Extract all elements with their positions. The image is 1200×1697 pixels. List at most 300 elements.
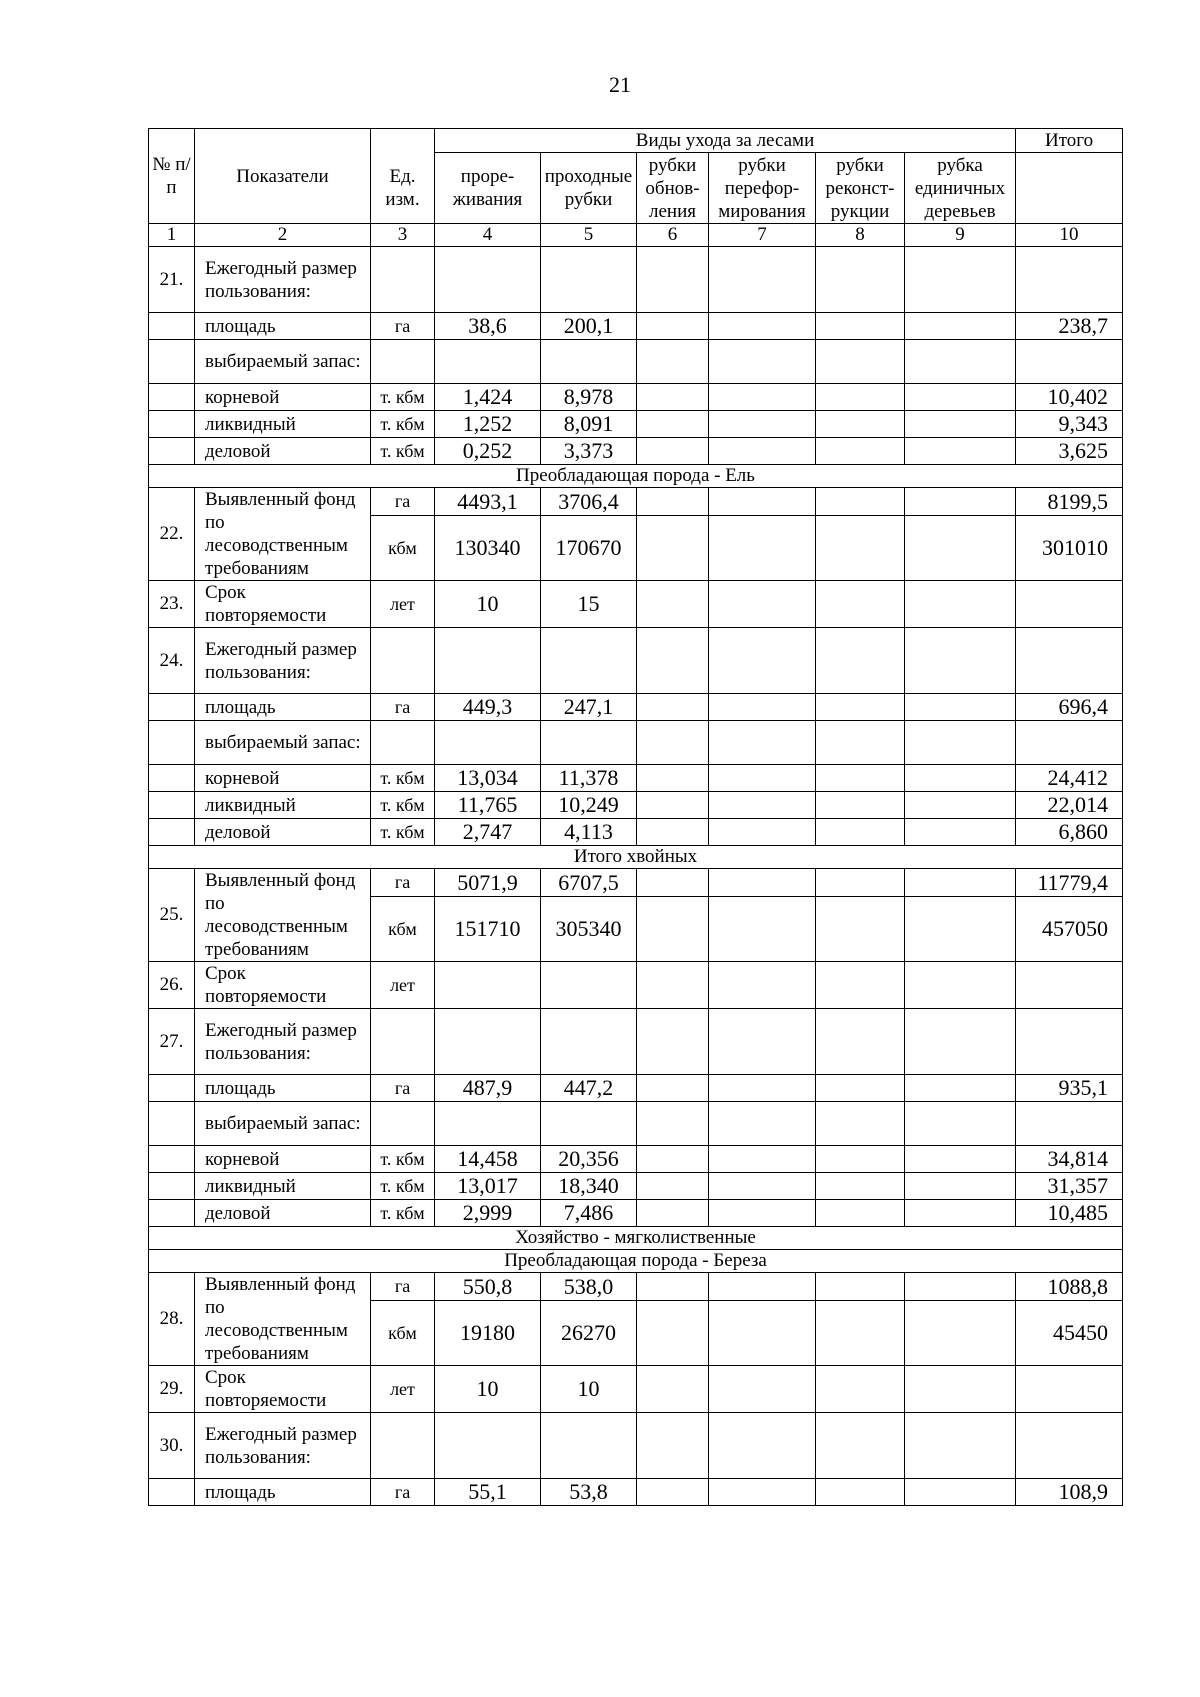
row-value (816, 1075, 905, 1102)
row-value (637, 581, 709, 628)
row-value (709, 438, 816, 465)
row-value (435, 1413, 541, 1479)
row-value: 3706,4 (541, 488, 637, 516)
row-value (637, 1413, 709, 1479)
section-row (149, 846, 1123, 869)
row-value: 11,378 (541, 765, 637, 792)
row-value (709, 411, 816, 438)
row-value: 200,1 (541, 313, 637, 340)
row-unit: га (371, 313, 435, 340)
row-value (709, 581, 816, 628)
header-num: № п/п (149, 129, 195, 224)
header-col-reconstruction-cutting (816, 153, 905, 224)
row-value (709, 628, 816, 694)
row-value (637, 1075, 709, 1102)
row-value (905, 628, 1016, 694)
row-value: 10,249 (541, 792, 637, 819)
column-number: 1 (149, 224, 195, 247)
row-number (149, 384, 195, 411)
row-label: деловой (195, 819, 371, 846)
row-value (816, 1200, 905, 1227)
row-unit: кбм (371, 897, 435, 962)
row-value (637, 247, 709, 313)
row-value (435, 721, 541, 765)
row-label: площадь (195, 1479, 371, 1506)
row-label: площадь (195, 313, 371, 340)
row-number (149, 792, 195, 819)
row-value: 447,2 (541, 1075, 637, 1102)
row-total (1016, 1366, 1123, 1413)
row-value (709, 792, 816, 819)
row-value (637, 340, 709, 384)
row-value (435, 1102, 541, 1146)
row-number: 22. (149, 488, 195, 581)
row-value (541, 1413, 637, 1479)
row-value (637, 1479, 709, 1506)
row-value (905, 247, 1016, 313)
row-number (149, 819, 195, 846)
section-title: Преобладающая порода - Ель (149, 465, 1123, 488)
row-value (709, 1301, 816, 1366)
row-value (709, 1102, 816, 1146)
row-value: 14,458 (435, 1146, 541, 1173)
row-number (149, 1102, 195, 1146)
row-value (905, 1301, 1016, 1366)
row-value: 247,1 (541, 694, 637, 721)
row-label: выбираемый запас: (195, 721, 371, 765)
row-total: 22,014 (1016, 792, 1123, 819)
row-value (816, 516, 905, 581)
table-row (149, 721, 1123, 765)
row-unit: га (371, 694, 435, 721)
row-total: 9,343 (1016, 411, 1123, 438)
row-value (905, 411, 1016, 438)
row-value (905, 765, 1016, 792)
table-row (149, 694, 1123, 721)
table-row (149, 438, 1123, 465)
row-unit: т. кбм (371, 1146, 435, 1173)
row-value (435, 247, 541, 313)
row-value: 2,747 (435, 819, 541, 846)
row-value: 1,252 (435, 411, 541, 438)
row-value: 10 (435, 1366, 541, 1413)
row-value: 15 (541, 581, 637, 628)
header-col-renewal-cutting (637, 153, 709, 224)
row-label: Ежегодный размер пользования: (195, 247, 371, 313)
row-label: корневой (195, 765, 371, 792)
column-number: 4 (435, 224, 541, 247)
row-value (637, 628, 709, 694)
row-value (905, 1009, 1016, 1075)
row-label: площадь (195, 694, 371, 721)
row-value (905, 1273, 1016, 1301)
row-total (1016, 1413, 1123, 1479)
row-total: 935,1 (1016, 1075, 1123, 1102)
row-unit: т. кбм (371, 792, 435, 819)
row-number: 21. (149, 247, 195, 313)
header-col-line: рубки (738, 154, 786, 176)
row-value (816, 721, 905, 765)
header-col-line: мирования (718, 200, 806, 222)
row-value (637, 721, 709, 765)
table-row (149, 1413, 1123, 1479)
row-value (637, 962, 709, 1009)
row-value (709, 869, 816, 897)
row-label: деловой (195, 1200, 371, 1227)
row-number: 29. (149, 1366, 195, 1413)
header-col-line: рубки (836, 154, 884, 176)
row-total (1016, 721, 1123, 765)
row-value (637, 516, 709, 581)
row-value (709, 1146, 816, 1173)
row-value (709, 721, 816, 765)
row-unit: га (371, 1075, 435, 1102)
row-value (816, 488, 905, 516)
row-value: 550,8 (435, 1273, 541, 1301)
table-row (149, 1273, 1123, 1301)
row-label: Ежегодный размер пользования: (195, 628, 371, 694)
row-unit (371, 247, 435, 313)
row-value (905, 694, 1016, 721)
column-number: 9 (905, 224, 1016, 247)
header-col-reformation-cutting (709, 153, 816, 224)
row-value (637, 1200, 709, 1227)
header-col-line: живания (452, 189, 523, 210)
header-col-line: единичных (914, 177, 1006, 199)
row-value (709, 1479, 816, 1506)
row-value (816, 313, 905, 340)
section-row (149, 1227, 1123, 1250)
row-value (637, 1173, 709, 1200)
row-value (709, 384, 816, 411)
table-row (149, 792, 1123, 819)
row-value: 2,999 (435, 1200, 541, 1227)
row-value (905, 1366, 1016, 1413)
row-total: 8199,5 (1016, 488, 1123, 516)
row-total: 6,860 (1016, 819, 1123, 846)
row-value (905, 897, 1016, 962)
row-number (149, 765, 195, 792)
row-label: Ежегодный размер пользования: (195, 1009, 371, 1075)
row-unit: т. кбм (371, 411, 435, 438)
row-label: деловой (195, 438, 371, 465)
row-number: 24. (149, 628, 195, 694)
header-col-line: перефор- (724, 177, 800, 199)
row-value (816, 438, 905, 465)
row-value: 8,091 (541, 411, 637, 438)
row-value: 6707,5 (541, 869, 637, 897)
row-unit: га (371, 1273, 435, 1301)
header-indicators: Показатели (195, 129, 371, 224)
row-value (816, 1301, 905, 1366)
column-number: 3 (371, 224, 435, 247)
row-value: 151710 (435, 897, 541, 962)
row-unit: лет (371, 581, 435, 628)
row-unit: т. кбм (371, 1200, 435, 1227)
row-label: ликвидный (195, 1173, 371, 1200)
row-value (816, 1146, 905, 1173)
row-value (816, 247, 905, 313)
row-unit: га (371, 488, 435, 516)
header-care-types: Виды ухода за лесами (435, 129, 1016, 153)
table-row (149, 247, 1123, 313)
row-number (149, 1200, 195, 1227)
header-col-passage-cutting (541, 153, 637, 224)
row-value: 5071,9 (435, 869, 541, 897)
table-row (149, 1009, 1123, 1075)
row-number: 26. (149, 962, 195, 1009)
row-total: 11779,4 (1016, 869, 1123, 897)
row-label: Ежегодный размер пользования: (195, 1413, 371, 1479)
header-col-line: рукции (830, 200, 890, 222)
row-value (709, 765, 816, 792)
row-value (816, 765, 905, 792)
row-value: 19180 (435, 1301, 541, 1366)
column-number: 10 (1016, 224, 1123, 247)
row-value (709, 1075, 816, 1102)
table-row (149, 340, 1123, 384)
row-value (709, 516, 816, 581)
row-total (1016, 962, 1123, 1009)
column-numbers-row (149, 224, 1123, 247)
row-value (637, 869, 709, 897)
row-total: 301010 (1016, 516, 1123, 581)
row-number: 23. (149, 581, 195, 628)
row-label: площадь (195, 1075, 371, 1102)
row-value (637, 438, 709, 465)
row-value (709, 488, 816, 516)
table-row (149, 1102, 1123, 1146)
row-number: 30. (149, 1413, 195, 1479)
row-value (816, 869, 905, 897)
column-number: 2 (195, 224, 371, 247)
row-value (637, 1009, 709, 1075)
row-total: 696,4 (1016, 694, 1123, 721)
row-value: 26270 (541, 1301, 637, 1366)
row-number (149, 694, 195, 721)
row-value: 4,113 (541, 819, 637, 846)
row-value (709, 1413, 816, 1479)
table-row (149, 581, 1123, 628)
header-unit: Ед. изм. (371, 129, 435, 224)
row-label: корневой (195, 1146, 371, 1173)
row-value (709, 340, 816, 384)
row-value (541, 628, 637, 694)
row-value: 38,6 (435, 313, 541, 340)
row-number: 28. (149, 1273, 195, 1366)
row-total: 31,357 (1016, 1173, 1123, 1200)
row-value (816, 628, 905, 694)
row-value: 10 (541, 1366, 637, 1413)
row-value (905, 581, 1016, 628)
row-value (637, 1301, 709, 1366)
row-value (541, 962, 637, 1009)
row-value (541, 1009, 637, 1075)
row-value (709, 897, 816, 962)
row-label: ликвидный (195, 792, 371, 819)
row-label: ликвидный (195, 411, 371, 438)
row-value (816, 819, 905, 846)
row-value: 4493,1 (435, 488, 541, 516)
row-value (905, 1173, 1016, 1200)
table-row (149, 1479, 1123, 1506)
row-value (709, 1273, 816, 1301)
row-unit: га (371, 869, 435, 897)
row-value: 8,978 (541, 384, 637, 411)
header-col-line: рубки (564, 189, 613, 210)
row-unit (371, 628, 435, 694)
row-value (905, 962, 1016, 1009)
row-total: 3,625 (1016, 438, 1123, 465)
row-value (905, 1413, 1016, 1479)
row-value (905, 516, 1016, 581)
row-value: 170670 (541, 516, 637, 581)
row-total (1016, 247, 1123, 313)
row-value (541, 1102, 637, 1146)
row-value: 1,424 (435, 384, 541, 411)
section-title: Преобладающая порода - Береза (149, 1250, 1123, 1273)
section-title: Хозяйство - мягколиственные (149, 1227, 1123, 1250)
header-col-line: ления (649, 200, 696, 222)
row-total: 10,485 (1016, 1200, 1123, 1227)
row-total (1016, 628, 1123, 694)
row-total: 108,9 (1016, 1479, 1123, 1506)
row-value (709, 1173, 816, 1200)
row-value (709, 1009, 816, 1075)
row-unit (371, 1413, 435, 1479)
row-unit: т. кбм (371, 384, 435, 411)
section-row (149, 465, 1123, 488)
row-total: 24,412 (1016, 765, 1123, 792)
row-value: 0,252 (435, 438, 541, 465)
row-value (905, 1075, 1016, 1102)
row-value (541, 247, 637, 313)
row-value: 55,1 (435, 1479, 541, 1506)
row-unit (371, 721, 435, 765)
row-value (816, 1009, 905, 1075)
row-value: 449,3 (435, 694, 541, 721)
row-value (637, 792, 709, 819)
header-col-line: деревьев (924, 200, 996, 222)
section-title: Итого хвойных (149, 846, 1123, 869)
row-value (637, 897, 709, 962)
row-value (816, 897, 905, 962)
table-row (149, 1200, 1123, 1227)
row-value (637, 488, 709, 516)
header-col-line: рубка (937, 154, 983, 176)
row-value (905, 792, 1016, 819)
row-value (709, 962, 816, 1009)
row-value (435, 1009, 541, 1075)
table-row (149, 819, 1123, 846)
row-total (1016, 1009, 1123, 1075)
header-total: Итого (1016, 129, 1123, 153)
row-unit: т. кбм (371, 438, 435, 465)
row-unit (371, 1009, 435, 1075)
forest-care-table (148, 128, 1123, 1506)
row-unit: т. кбм (371, 765, 435, 792)
row-value: 487,9 (435, 1075, 541, 1102)
row-value (541, 721, 637, 765)
row-value (816, 1173, 905, 1200)
row-value (905, 488, 1016, 516)
row-value (816, 792, 905, 819)
row-value (637, 384, 709, 411)
row-total: 45450 (1016, 1301, 1123, 1366)
row-value (905, 721, 1016, 765)
row-value (816, 340, 905, 384)
row-total (1016, 581, 1123, 628)
row-value (709, 313, 816, 340)
row-number (149, 1479, 195, 1506)
table-row (149, 1146, 1123, 1173)
row-value (905, 1200, 1016, 1227)
row-unit: т. кбм (371, 819, 435, 846)
row-value (905, 1102, 1016, 1146)
row-value (709, 694, 816, 721)
row-total: 10,402 (1016, 384, 1123, 411)
row-value (905, 438, 1016, 465)
row-value (709, 1366, 816, 1413)
row-value (435, 962, 541, 1009)
row-number (149, 438, 195, 465)
row-value (905, 1479, 1016, 1506)
row-value: 20,356 (541, 1146, 637, 1173)
row-label: Выявленный фонд по лесоводственным требованиям (195, 488, 371, 581)
row-number (149, 313, 195, 340)
row-value: 10 (435, 581, 541, 628)
table-row (149, 1173, 1123, 1200)
row-unit: лет (371, 1366, 435, 1413)
row-value (709, 819, 816, 846)
row-value (816, 384, 905, 411)
row-value (816, 411, 905, 438)
row-value (905, 1146, 1016, 1173)
table-row (149, 384, 1123, 411)
row-value: 53,8 (541, 1479, 637, 1506)
row-value: 13,017 (435, 1173, 541, 1200)
row-unit (371, 340, 435, 384)
header-col-line: проходные (544, 166, 633, 187)
column-number: 8 (816, 224, 905, 247)
column-number: 5 (541, 224, 637, 247)
row-unit: кбм (371, 1301, 435, 1366)
row-value (541, 340, 637, 384)
row-value: 11,765 (435, 792, 541, 819)
row-value (709, 247, 816, 313)
row-value (637, 1102, 709, 1146)
row-value: 3,373 (541, 438, 637, 465)
row-value (905, 819, 1016, 846)
row-number (149, 1173, 195, 1200)
row-value: 305340 (541, 897, 637, 962)
row-total: 1088,8 (1016, 1273, 1123, 1301)
row-value (816, 962, 905, 1009)
header-col-line: проре- (460, 166, 515, 187)
row-value (905, 313, 1016, 340)
column-number: 7 (709, 224, 816, 247)
row-value (816, 581, 905, 628)
row-number (149, 1075, 195, 1102)
row-value: 130340 (435, 516, 541, 581)
row-number: 25. (149, 869, 195, 962)
row-value (905, 384, 1016, 411)
header-col-line: обнов- (645, 177, 700, 199)
row-value (816, 1413, 905, 1479)
header-total-empty (1016, 153, 1123, 224)
row-value (435, 340, 541, 384)
table-row (149, 869, 1123, 897)
